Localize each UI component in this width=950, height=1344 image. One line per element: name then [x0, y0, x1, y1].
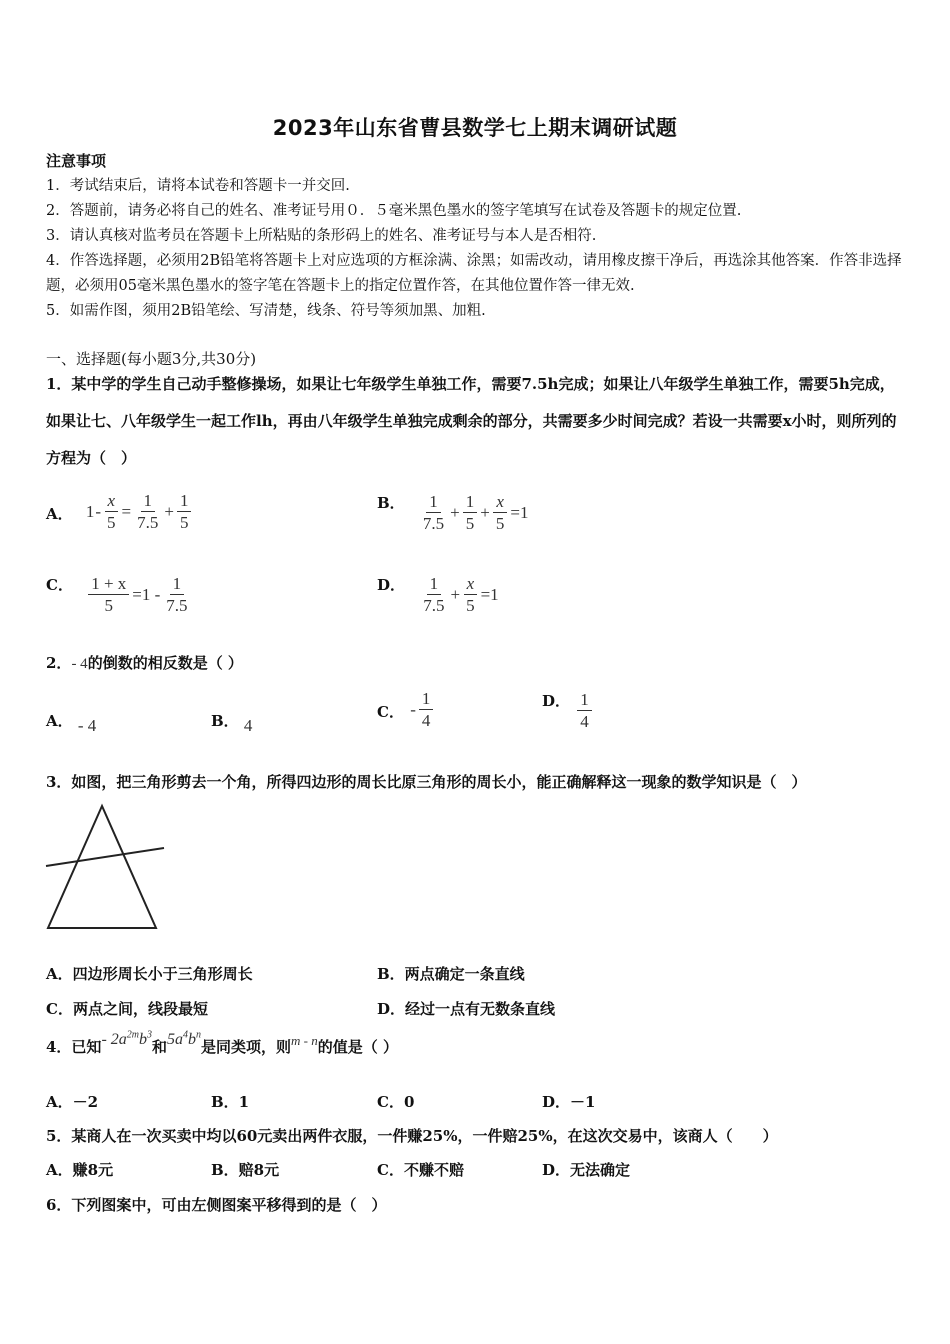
q2-option-b: B． 4: [211, 712, 253, 735]
notice-item: 4．作答选择题，必须用2B铅笔将答题卡上对应选项的方框涂满、涂黑；如需改动，请用橡皮擦干净后，再选涂其他答案．作答非选择题，必须用05毫米黑色墨水的签字笔在答题卡上的指定位置作答，在其他位置作答一律无效.: [46, 253, 902, 294]
option-label: D．: [377, 576, 406, 594]
q1-c-equation: $\frac{1 + x}{5}$ =1 - $\frac{1}{7.5}$: [86, 575, 192, 615]
triangle-figure: [42, 802, 172, 932]
q4-option-c: C．0: [377, 1093, 415, 1111]
q1-option-d: [377, 574, 500, 615]
q3-option-c: C．两点之间，线段最短: [46, 1000, 208, 1018]
question-1-text: 1．某中学的学生自己动手整修操场，如果让七年级学生单独工作，需要7.5h完成；如果让八年级学生单独工作，需要5h完成，如果让七、八年级学生一起工作lh，再由八年级学生单独完成剩余的部分，共需要多少时间完成？若设一共需要x小时，则所列的方程为（ ）: [46, 375, 897, 467]
question-4-text: 4．已知- $2a^{2m}b^3$和$5a^4b^n$是同类项，则m - n的值是（ ）: [46, 1029, 398, 1056]
notice-heading: 注意事项: [46, 152, 107, 170]
option-label: C．: [46, 576, 73, 594]
notice-item: 1．考试结束后，请将本试卷和答题卡一并交回.: [46, 178, 350, 194]
q1-d-equation: $\frac{1}{7.5}$ + $\frac{x}{5}$ =1: [423, 573, 499, 615]
q3-option-b: B．两点确定一条直线: [377, 965, 525, 983]
option-label: A．: [46, 504, 73, 523]
q3-option-a: A．四边形周长小于三角形周长: [46, 965, 253, 983]
page-title: 2023年山东省曹县数学七上期末调研试题: [272, 116, 678, 140]
question-2-text: 2．- 4的倒数的相反数是（ ）: [46, 654, 243, 672]
q1-option-c: [46, 574, 193, 615]
question-3-text: 3．如图，把三角形剪去一个角，所得四边形的周长比原三角形的周长小，能正确解释这一现象的数学知识是（ ）: [46, 773, 807, 791]
q4-option-b: B．1: [211, 1093, 250, 1111]
q1-a-equation: 1 - $\frac{x}{5}$ = $\frac{1}{7.5}$ + $\frac{1}{5}$: [86, 492, 194, 532]
q5-option-d: D．无法确定: [542, 1161, 631, 1179]
notice-item: 2．答题前，请务必将自己的姓名、准考证号用０．５毫米黑色墨水的签字笔填写在试卷及答题卡的规定位置.: [46, 203, 742, 219]
q2-option-c: C． - $\frac{1}{4}$: [377, 690, 435, 730]
q2-option-d: D． $\frac{1}{4}$: [542, 690, 594, 731]
notice-item: 5．如需作图，须用2B铅笔绘、写清楚，线条、符号等须加黑、加粗.: [46, 303, 486, 319]
q2-option-a: A． - 4: [46, 712, 97, 735]
q1-b-equation: $\frac{1}{7.5}$ + $\frac{1}{5}$ + $\frac{x}{5}$ =1: [422, 491, 529, 533]
q5-option-b: B．赔8元: [211, 1161, 280, 1179]
q1-option-b: [377, 492, 529, 533]
question-5-text: 5．某商人在一次买卖中均以60元卖出两件衣服，一件赚25%，一件赔25%，在这次交易中，该商人（ ）: [46, 1127, 778, 1145]
question-6-text: 6．下列图案中，可由左侧图案平移得到的是（ ）: [46, 1196, 387, 1214]
option-label: B．: [377, 494, 405, 512]
notice-item: 3．请认真核对监考员在答题卡上所粘贴的条形码上的姓名、准考证号与本人是否相符.: [46, 228, 597, 244]
q5-option-c: C．不赚不赔: [377, 1161, 464, 1179]
q1-option-a: [46, 492, 193, 532]
q3-option-d: D．经过一点有无数条直线: [377, 1000, 556, 1018]
q4-option-d: D．－1: [542, 1093, 596, 1111]
q5-option-a: A．赚8元: [46, 1161, 114, 1179]
q4-option-a: A．－2: [46, 1093, 99, 1111]
section-heading: 一、选择题(每小题3分,共30分): [46, 350, 257, 368]
